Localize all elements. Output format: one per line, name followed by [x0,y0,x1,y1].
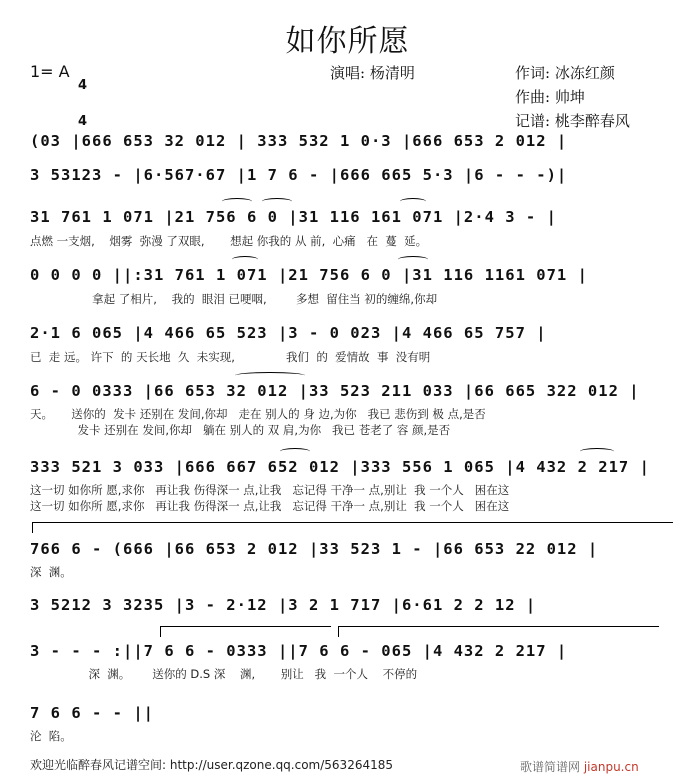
score-line-10: 3 - - - :||7 6 6 - 0333 ||7 6 6 - 065 |4 432 2 217 | [30,642,568,660]
slur-mark [580,448,614,455]
slur-mark [400,198,426,205]
footer-credit: 欢迎光临醉春风记谱空间: http://user.qzone.qq.com/563264185 [30,758,394,772]
score-line-6: 6 - 0 0333 |66 653 32 012 |33 523 211 033 |66 665 322 012 | [30,382,640,400]
time-signature [78,56,87,140]
lyric-line-7a: 这一切 如你所 愿,求你 再让我 伤得深一 点,让我 忘记得 干净一 点,别让 我 一个人 困在这 [30,483,510,497]
score-line-9: 3 5212 3 3235 |3 - 2·12 |3 2 1 717 |6·61 2 2 12 | [30,596,537,614]
lyric-line-7b: 这一切 如你所 愿,求你 再让我 伤得深一 点,让我 忘记得 干净一 点,别让 我 一个人 困在这 [30,499,510,513]
lyric-line-6a: 天。 送你的 发卡 还别在 发间,你却 走在 别人的 身 边,为你 我已 悲伤到 极 点,是否 [30,407,486,421]
score-line-2: 3 53123 - |6·567·67 |1 7 6 - |666 665 5·3 |6 - - -)| [30,166,568,184]
lyric-line-4: 拿起 了相片, 我的 眼泪 已哽咽, 多想 留住当 初的缠绵,你却 [30,292,438,306]
lyric-line-11: 沦 陷。 [30,729,72,743]
watermark-prefix: 歌谱简谱网 [520,760,584,774]
score-line-5: 2·1 6 065 |4 466 65 523 |3 - 0 023 |4 466 65 757 | [30,324,547,342]
slur-mark [235,372,305,379]
song-title: 如你所愿 [285,24,410,59]
repeat-volta-bracket [32,522,673,533]
score-line-3: 31 761 1 071 |21 756 6 0 |31 116 161 071 |2·4 3 - | [30,208,557,226]
ending-bracket-3 [338,626,659,637]
singer-credit: 演唱: 杨清明 [330,64,415,82]
score-line-1: (03 |666 653 32 012 | 333 532 1 0·3 |666 653 2 012 | [30,132,568,150]
composer-credit: 作曲: 帅坤 [515,88,585,106]
site-watermark [520,758,639,775]
score-line-11: 7 6 6 - - || [30,704,154,722]
slur-mark [232,256,258,263]
lyric-line-6b: 发卡 还别在 发间,你却 躺在 别人的 双 肩,为你 我已 苍老了 容 颜,是否 [30,423,451,437]
lyric-line-3: 点燃 一支烟, 烟雾 弥漫 了双眼, 想起 你我的 从 前, 心痛 在 蔓 延。 [30,234,428,248]
lyric-line-10: 深 渊。 送你的 D.S 深 渊, 别让 我 一个人 不停的 [30,667,418,681]
lyricist-credit: 作词: 冰冻红颜 [515,64,615,82]
time-signature-bottom: 4 [78,114,88,129]
lyric-line-5: 已 走 远。 许下 的 天长地 久 未实现, 我们 的 爱情故 事 没有明 [30,350,431,364]
lyric-line-8: 深 渊。 [30,565,72,579]
score-line-8: 766 6 - (666 |66 653 2 012 |33 523 1 - |66 653 22 012 | [30,540,599,558]
ending-bracket-2 [160,626,331,637]
slur-mark [262,198,292,205]
slur-mark [222,198,252,205]
slur-mark [280,448,310,455]
score-line-7: 333 521 3 033 |666 667 652 012 |333 556 1 065 |4 432 2 217 | [30,458,650,476]
slur-mark [398,256,428,263]
transcriber-credit: 记谱: 桃李醉春风 [515,112,630,130]
key-signature: 1= A [30,62,70,81]
time-signature-top: 4 [78,78,88,93]
score-line-4: 0 0 0 0 ||:31 761 1 071 |21 756 6 0 |31 116 1161 071 | [30,266,588,284]
watermark-url: jianpu.cn [583,760,639,774]
